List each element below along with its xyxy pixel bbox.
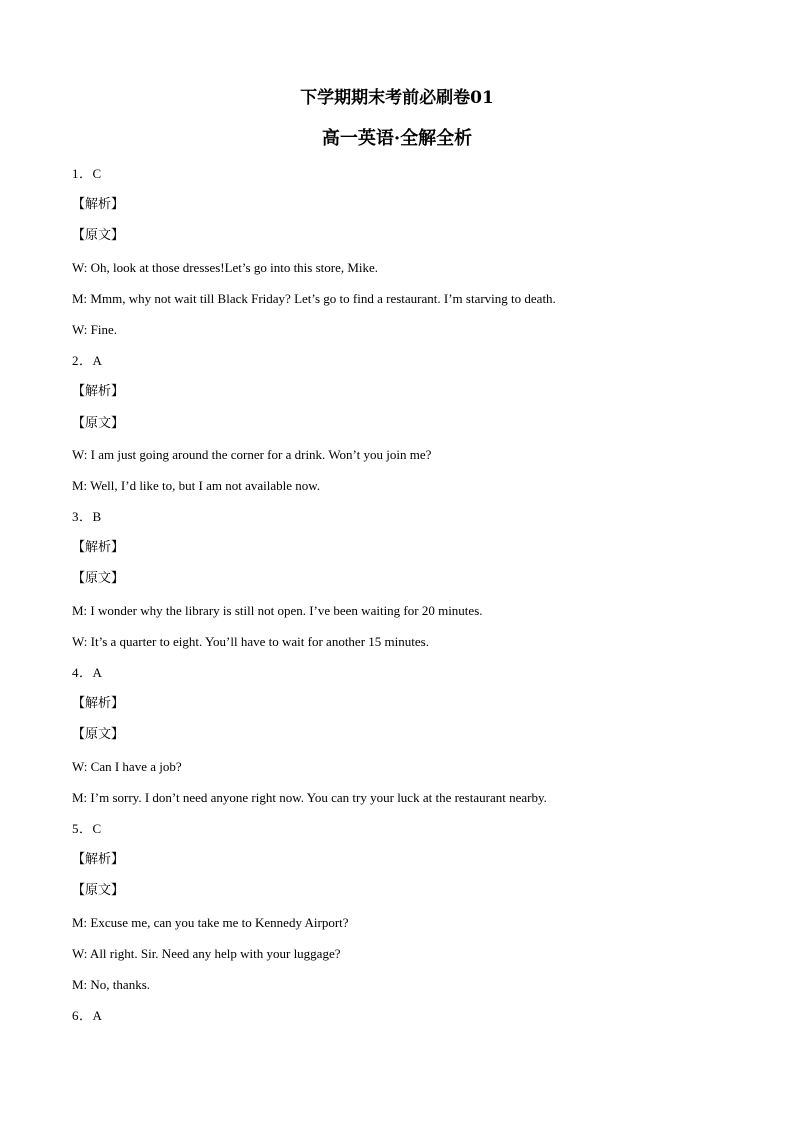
dialogue-line: W: I am just going around the corner for a drink. Won’t you join me?: [72, 446, 432, 462]
section-tag: 【原文】: [72, 883, 125, 899]
dialogue-line: W: Fine.: [72, 321, 118, 337]
dialogue-line: W: Can I have a job?: [72, 758, 182, 774]
dialogue-line: M: Mmm, why not wait till Black Friday? Let’s go to find a restaurant. I’m starving to death.: [72, 290, 556, 306]
question-number: 5．C: [72, 820, 102, 836]
dialogue-line: W: All right. Sir. Need any help with your luggage?: [72, 945, 341, 961]
section-tag: 【解析】: [72, 852, 125, 868]
question-number: 4．A: [72, 665, 103, 680]
section-tag: 【解析】: [72, 540, 125, 556]
section-tag: 【原文】: [72, 415, 125, 431]
dialogue-line: M: Excuse me, can you take me to Kennedy Airport?: [72, 914, 349, 930]
dialogue-line: W: It’s a quarter to eight. You’ll have to wait for another 15 minutes.: [72, 633, 429, 649]
section-tag: 【解析】: [72, 197, 125, 213]
dialogue-line: M: I’m sorry. I don’t need anyone right now. You can try your luck at the restaurant nearby.: [72, 789, 547, 805]
question-number: 1．C: [72, 166, 102, 181]
document-subtitle: 高一英语·全解全析: [321, 128, 473, 149]
section-tag: 【原文】: [72, 727, 125, 743]
dialogue-line: M: I wonder why the library is still not open. I’ve been waiting for 20 minutes.: [72, 602, 483, 618]
section-tag: 【解析】: [72, 696, 125, 712]
section-tag: 【原文】: [72, 228, 125, 244]
dialogue-line: M: Well, I’d like to, but I am not available now.: [72, 477, 321, 493]
answer-list: [72, 162, 732, 1035]
question-number: 2．A: [72, 353, 103, 369]
dialogue-line: W: Oh, look at those dresses!Let’s go into this store, Mike.: [72, 259, 379, 275]
document-title: 下学期期末考前必刷卷01: [300, 88, 494, 108]
section-tag: 【解析】: [72, 384, 125, 400]
dialogue-line: M: No, thanks.: [72, 976, 150, 992]
section-tag: 【原文】: [72, 571, 125, 587]
question-number: 3．B: [72, 509, 102, 525]
question-number: 6．A: [72, 1008, 103, 1024]
